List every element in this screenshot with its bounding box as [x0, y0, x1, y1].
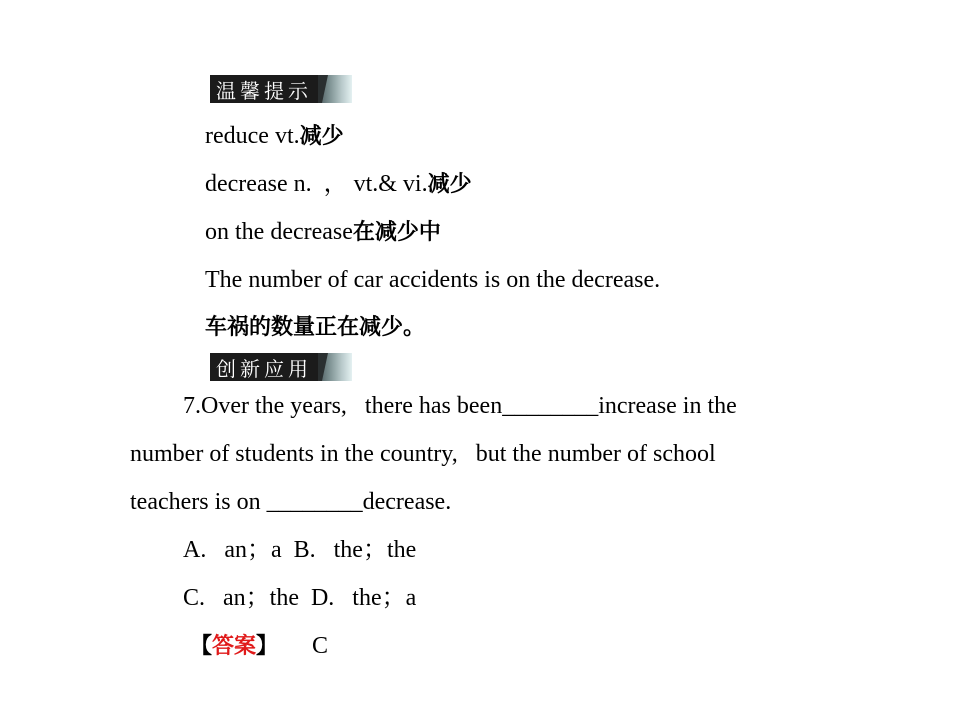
options-ab: A. an；a B. the；the [183, 537, 417, 563]
tip-label-text: 温馨提示 [210, 75, 318, 103]
question-line-3: teachers is on ________decrease. [130, 489, 452, 515]
tip-line-4: The number of car accidents is on the decrease. [205, 267, 661, 293]
practice-label [210, 353, 352, 381]
practice-label-decoration [318, 353, 352, 381]
answer-label: 答案 [212, 634, 257, 659]
tip-line-3: on the decrease在减少中 [205, 219, 441, 245]
answer-line [190, 631, 328, 662]
question-line-2: number of students in the country, but the number of school [130, 441, 716, 467]
options-cd: C. an；the D. the；a [183, 585, 417, 611]
practice-label-text: 创新应用 [210, 353, 318, 381]
question-line-1: 7.Over the years, there has been________increase in the [183, 393, 737, 419]
tip-line-1: reduce vt.减少 [205, 123, 344, 149]
tip-translation: 车祸的数量正在减少。 [205, 315, 426, 340]
answer-value: C [312, 633, 329, 659]
tip-label-decoration [318, 75, 352, 103]
answer-close-bracket: 】 [256, 634, 279, 659]
tip-line-2: decrease n. ， vt.& vi.减少 [205, 171, 472, 197]
answer-open-bracket: 【 [190, 634, 213, 659]
tip-label [210, 75, 352, 103]
